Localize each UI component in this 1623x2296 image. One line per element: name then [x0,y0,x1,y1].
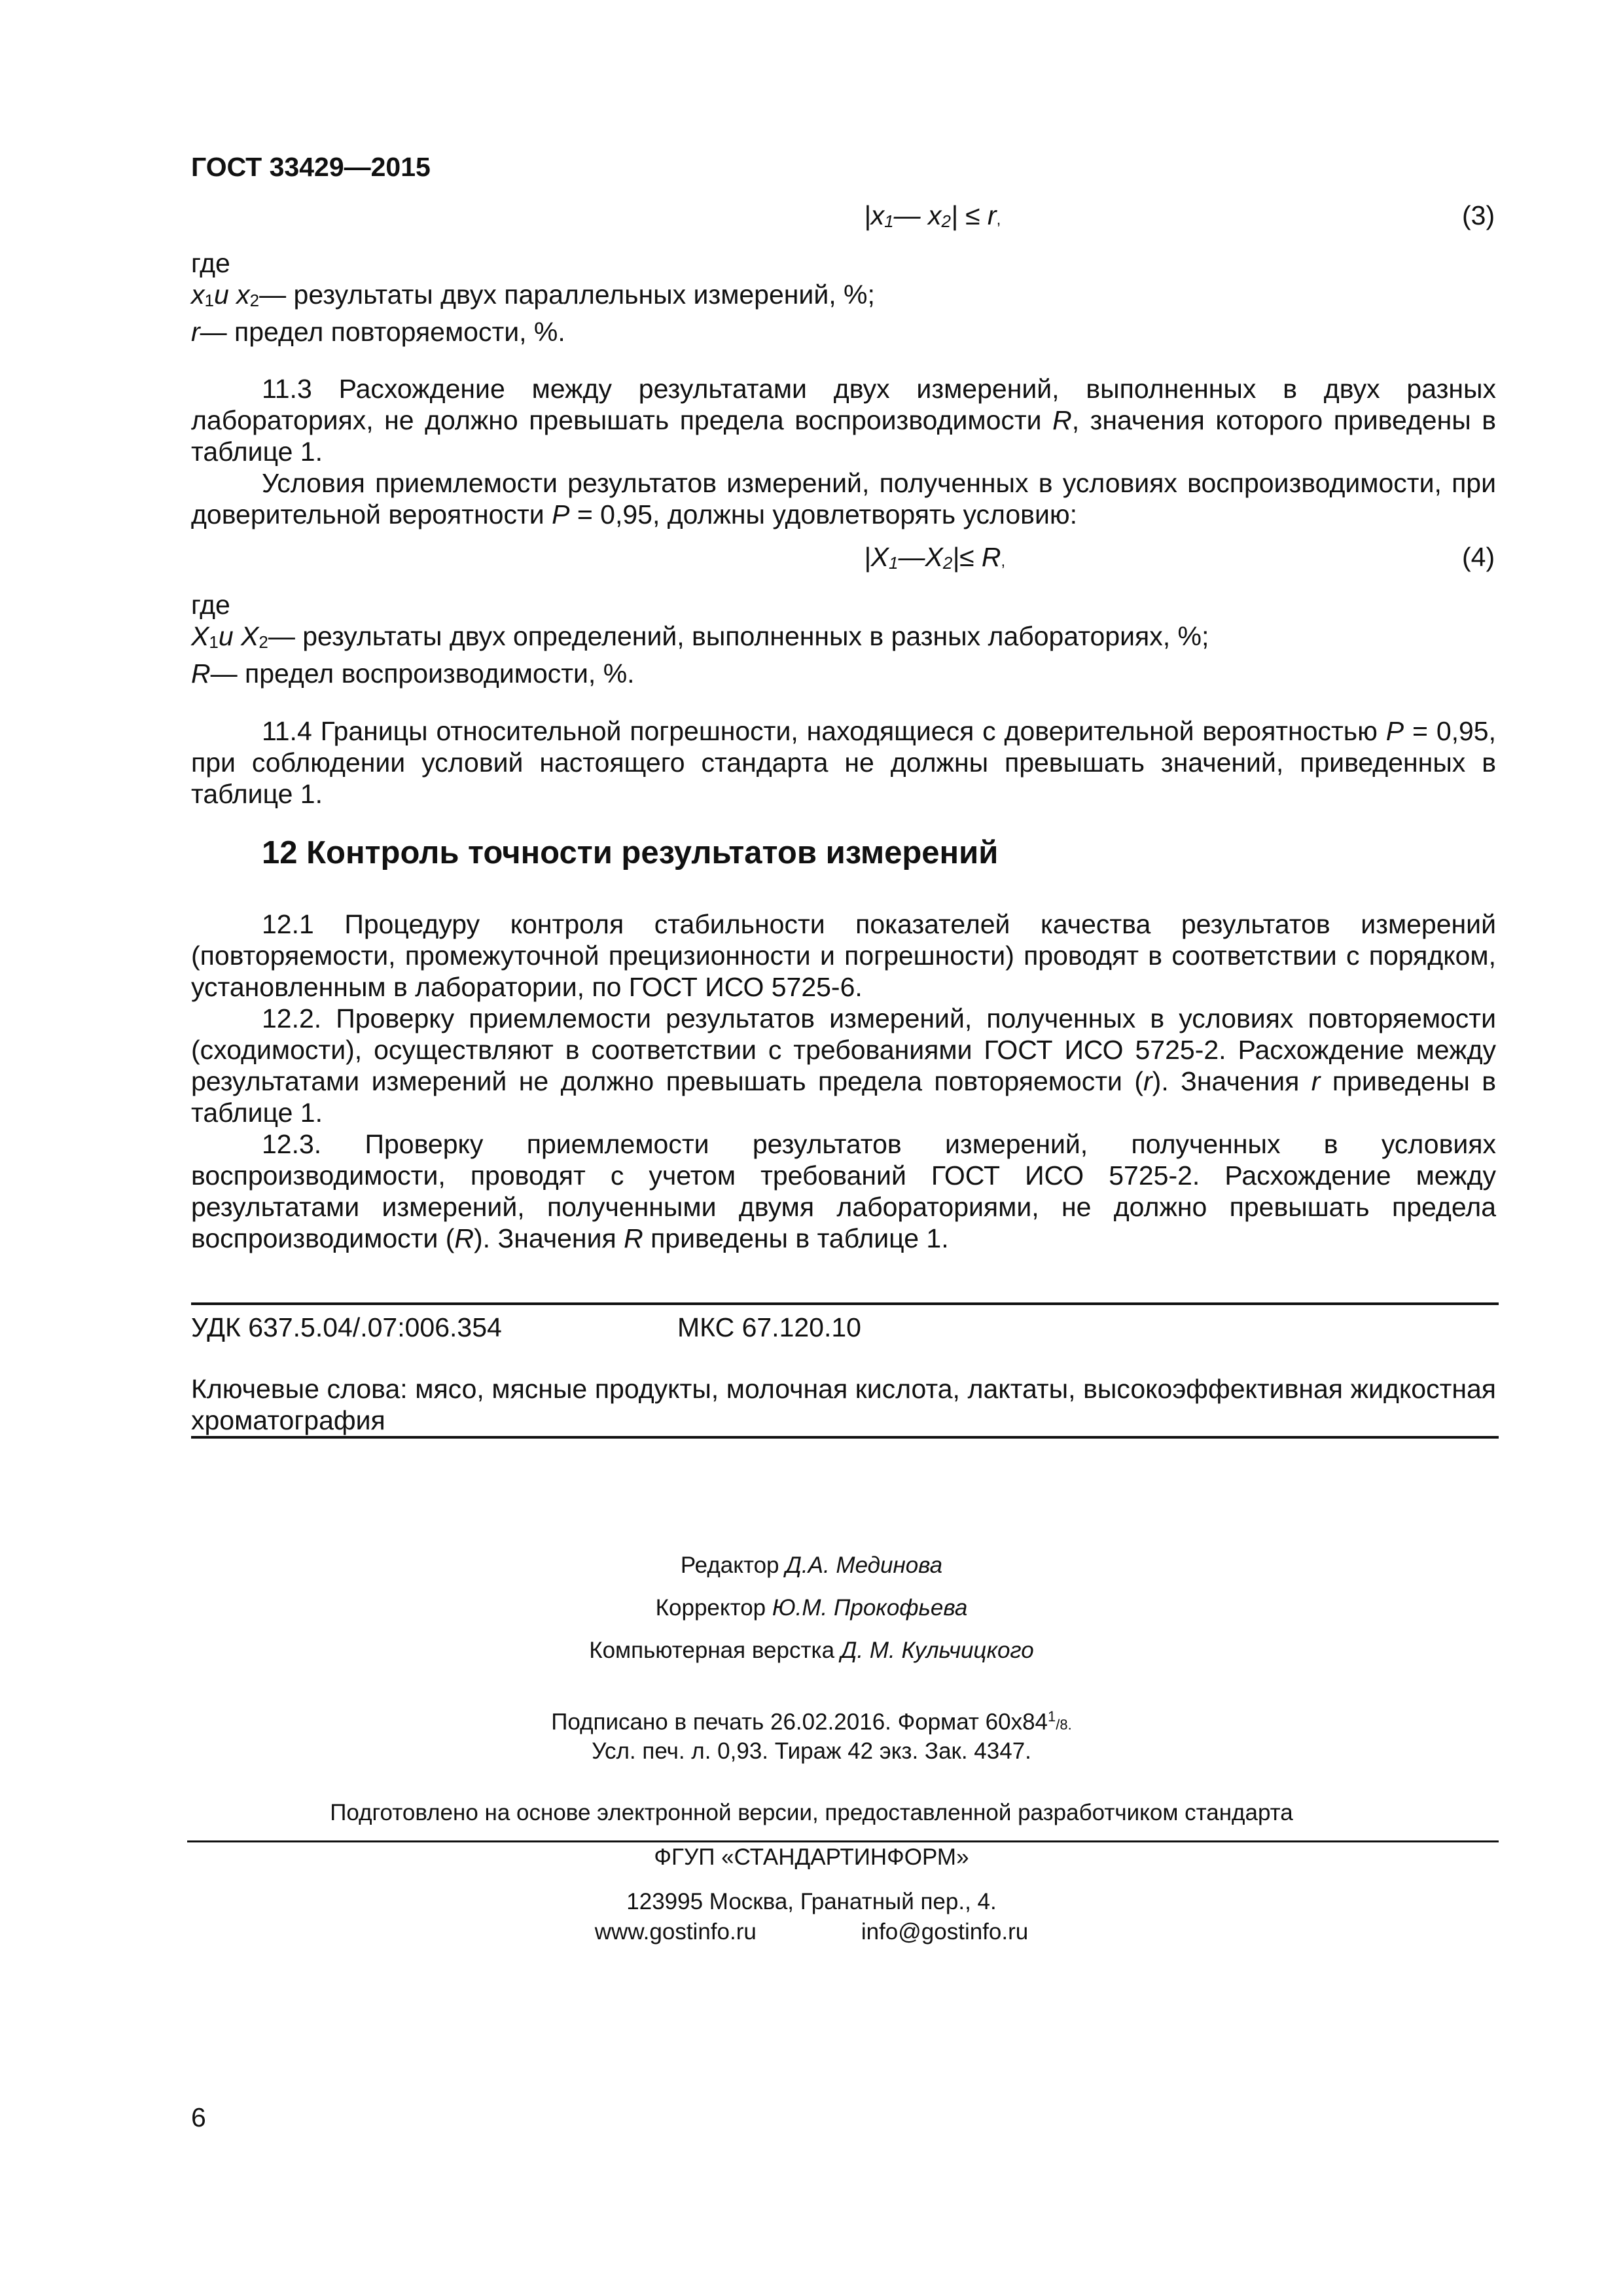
keywords [191,1373,1496,1436]
symbol-sub: 1 [204,291,214,310]
symbol: и x [213,279,250,310]
symbol: R [624,1223,643,1253]
formula-3-part: |x [864,200,885,230]
equation-number-4: (4) [1462,542,1495,572]
format-sub: /8. [1056,1716,1072,1733]
text-run: Условия приемлемости результатов измерений, полученных в условиях воспроизводимости, при доверительной вероятности [191,468,1496,529]
symbol-sub: 2 [249,291,260,310]
keywords-divider [191,1436,1499,1439]
document-header: ГОСТ 33429—2015 [191,152,431,182]
symbol: X [191,621,209,651]
address-line: 123995 Москва, Гранатный пер., 4. [626,1889,997,1914]
definition-text: — результаты двух параллельных измерений, %; [259,279,875,310]
equation-number-3: (3) [1462,200,1495,230]
formula-4-part: |≤ R [952,542,1001,572]
definition-line [191,316,875,348]
corrector-label: Корректор [655,1595,766,1621]
where-label: где [191,590,230,620]
text-run: ). Значения [474,1223,624,1253]
formula-3-sub: 1 [884,211,894,231]
text-run: 12.2. Проверку приемлемости результатов измерений, полученных в условиях повторяемости (сходимости), осуществляют в соответствии с требованиями ГОСТ ИСО 5725-2. Расхождение между результатами измерений не должно превышать предела повторяемости ( [191,1003,1496,1096]
paragraph-11-4 [191,715,1496,810]
text-run: 11.4 Границы относительной погрешности, находящиеся с доверительной вероятностью [262,716,1386,746]
definitions-3 [191,247,875,348]
paragraph-11-3 [191,373,1496,530]
formula-4 [864,542,1005,573]
page-number: 6 [191,2102,206,2132]
print-info-line: Усл. печ. л. 0,93. Тираж 42 экз. Зак. 4347. [592,1738,1031,1764]
definition-text: — предел воспроизводимости, %. [210,658,635,689]
mks-code: МКС 67.120.10 [677,1312,861,1342]
layout-name: Д. М. Кульчицкого [840,1638,1034,1663]
paragraph-12-3 [191,1128,1496,1254]
text-run: приведены в таблице 1. [643,1223,949,1253]
formula-3-part: — x [893,200,942,230]
paragraph-text [191,467,1496,530]
formula-3-part: | ≤ r [951,200,997,230]
section-12-body [191,908,1496,1254]
prepared-line: Подготовлено на основе электронной версии, предоставленной разработчиком стандарта [330,1800,1293,1825]
definition-text: — предел повторяемости, %. [200,317,565,347]
where-label: где [191,248,230,278]
layout-line [0,1638,1623,1664]
symbol-sub: 1 [209,632,219,652]
editor-line [0,1552,1623,1579]
signed-line [0,1708,1623,1736]
symbol: r [1311,1066,1321,1096]
editor-name: Д.А. Мединова [785,1552,943,1578]
symbol: r [1143,1066,1152,1096]
definition-line [191,658,1209,689]
symbol: R [454,1223,474,1253]
editor-label: Редактор [680,1552,779,1578]
layout-label: Компьютерная верстка [589,1638,835,1663]
definition-line [191,279,875,316]
definition-line [191,620,1209,658]
text-run: 12.3. Проверку приемлемости результатов измерений, полученных в условиях воспроизводимости, проводят с учетом требований ГОСТ ИСО 5725-2. Расхождение между результатами измерений, полученными двумя лабораториями, не должно превышать предела воспроизводимости ( [191,1129,1496,1253]
symbol-sub: 2 [259,632,268,652]
formula-4-sub: 2 [942,553,953,573]
paragraph-text [191,373,1496,467]
udk-code: УДК 637.5.04/.07:006.354 [191,1312,502,1342]
email-link[interactable]: info@gostinfo.ru [861,1919,1029,1945]
symbol: x [191,279,205,310]
text-run: = 0,95, при соблюдении условий настоящего стандарта не должны превышать значений, приведенных в таблице 1. [191,716,1497,809]
symbol: P [552,499,570,529]
text-run: ). Значения [1152,1066,1311,1096]
corrector-line [0,1595,1623,1621]
paragraph-12-2 [191,1003,1496,1128]
text-run: = 0,95, должны удовлетворять условию: [569,499,1077,529]
text-run: , значения которого приведены в таблице 1. [191,405,1496,467]
top-divider [191,1302,1499,1305]
signed-text: Подписано в печать 26.02.2016. Формат 60х84 [551,1709,1048,1735]
imprint-divider [187,1840,1499,1842]
symbol: P [1385,716,1404,746]
symbol: и X [218,621,259,651]
paragraph-12-1: 12.1 Процедуру контроля стабильности показателей качества результатов измерений (повторяемости, промежуточной прецизионности и погрешности) проводят в соответствии с порядком, установленным в лаборатории, по ГОСТ ИСО 5725-6. [191,909,1496,1002]
formula-3-sub: 2 [941,211,951,231]
contacts-line [0,1919,1623,1945]
formula-4-part: |X [864,542,889,572]
website-link[interactable]: www.gostinfo.ru [594,1919,757,1945]
keywords-text: Ключевые слова: мясо, мясные продукты, молочная кислота, лактаты, высокоэффективная жидкостная хроматография [191,1374,1496,1435]
symbol: R [1052,405,1072,435]
formula-4-sub: 1 [889,553,899,573]
format-sup: 1 [1048,1708,1056,1725]
section-12-heading: 12 Контроль точности результатов измерений [262,835,999,870]
text-run: 11.3 Расхождение между результатами двух измерений, выполненных в двух разных лабораториях, не должно превышать предела воспроизводимости [191,374,1496,435]
formula-3 [864,200,1001,232]
definition-text: — результаты двух определений, выполненных в разных лабораториях, %; [268,621,1209,651]
formula-4-part: , [1001,552,1006,570]
formula-4-part: —X [898,542,943,572]
formula-3-part: , [996,211,1001,228]
text-run: приведены в таблице 1. [191,1066,1496,1128]
paragraph-text [191,715,1496,810]
publisher-line: ФГУП «СТАНДАРТИНФОРМ» [654,1844,969,1870]
corrector-name: Ю.М. Прокофьева [772,1595,968,1621]
definitions-4 [191,589,1209,689]
symbol: R [191,658,211,689]
symbol: r [191,317,200,347]
